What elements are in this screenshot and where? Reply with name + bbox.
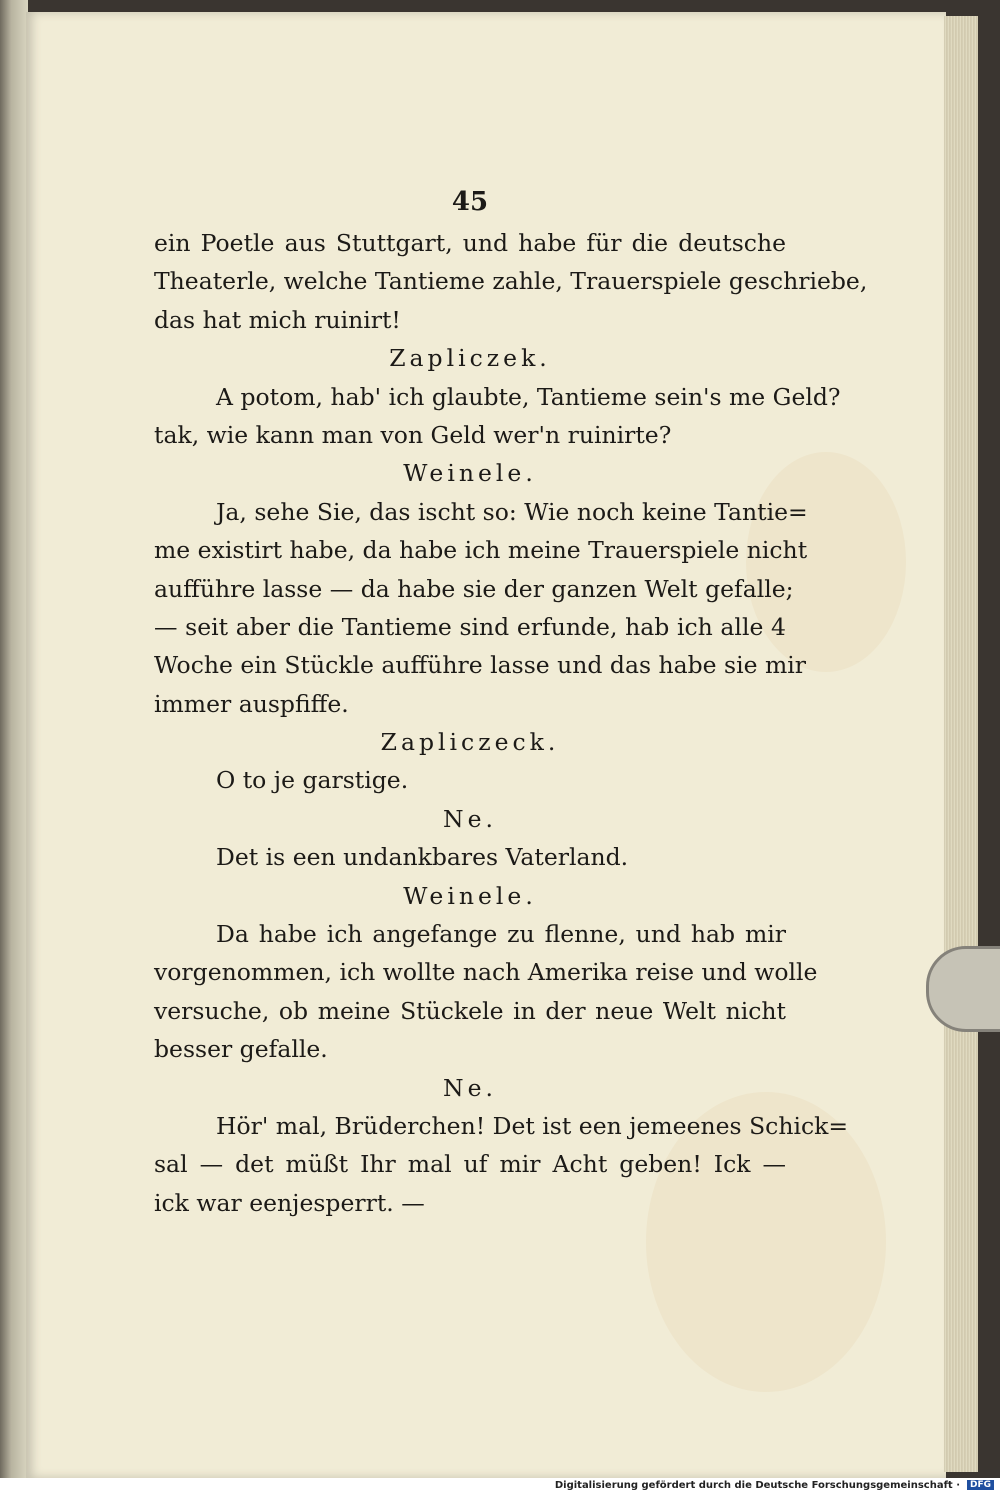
dfg-logo: DFG: [967, 1480, 994, 1490]
text-line: das hat mich ruinirt!: [154, 305, 401, 334]
page-text: [154, 180, 868, 1222]
text-line: A potom, hab' ich glaubte, Tantieme sein's me Geld?: [216, 382, 841, 411]
text-line: tak, wie kann man von Geld wer'n ruinirte?: [154, 420, 672, 449]
text-line: Hör' mal, Brüderchen! Det ist een jemeenes Schick=: [216, 1111, 849, 1140]
text-line: — seit aber die Tantieme sind erfunde, hab ich alle 4: [154, 612, 786, 641]
page-number: 45: [451, 187, 489, 217]
text-line: Theaterle, welche Tantieme zahle, Trauerspiele geschriebe,: [154, 267, 868, 296]
text-line: sal — det müßt Ihr mal uf mir Acht geben! Ick —: [154, 1150, 786, 1179]
text-line: Det is een undankbares Vaterland.: [216, 843, 629, 872]
text-line: ick war eenjesperrt. —: [154, 1188, 425, 1217]
page-block-edges: [944, 16, 978, 1472]
text-line: ein Poetle aus Stuttgart, und habe für die deutsche: [154, 229, 786, 257]
text-line: immer auspfiffe.: [154, 689, 349, 718]
text-line: vorgenommen, ich wollte nach Amerika reise und wolle: [154, 958, 818, 987]
speaker-name: Zapliczek.: [389, 344, 551, 373]
text-line: besser gefalle.: [154, 1035, 328, 1064]
speaker-name: Ne.: [443, 1073, 497, 1102]
text-lines: [154, 224, 868, 1222]
page-clip-tab: [926, 946, 1000, 1032]
speaker-name: Ne.: [443, 804, 497, 833]
speaker-name: Weinele.: [403, 459, 537, 488]
text-line: versuche, ob meine Stückele in der neue Welt nicht: [154, 996, 786, 1025]
adjacent-page-edge: [0, 0, 28, 1478]
text-line: Ja, sehe Sie, das ischt so: Wie noch keine Tantie=: [216, 497, 808, 526]
speaker-name: Weinele.: [403, 881, 537, 910]
text-line: O to je garstige.: [216, 766, 409, 795]
speaker-name: Zapliczeck.: [380, 728, 560, 757]
text-line: Woche ein Stückle aufführe lasse und das habe sie mir: [154, 651, 807, 680]
text-line: aufführe lasse — da habe sie der ganzen Welt gefalle;: [154, 574, 794, 603]
text-line: me existirt habe, da habe ich meine Trauerspiele nicht: [154, 536, 808, 565]
digitization-credit: Digitalisierung gefördert durch die Deutsche Forschungsgemeinschaft ·: [554, 1480, 960, 1491]
text-line: Da habe ich angefange zu flenne, und hab mir: [216, 920, 786, 949]
